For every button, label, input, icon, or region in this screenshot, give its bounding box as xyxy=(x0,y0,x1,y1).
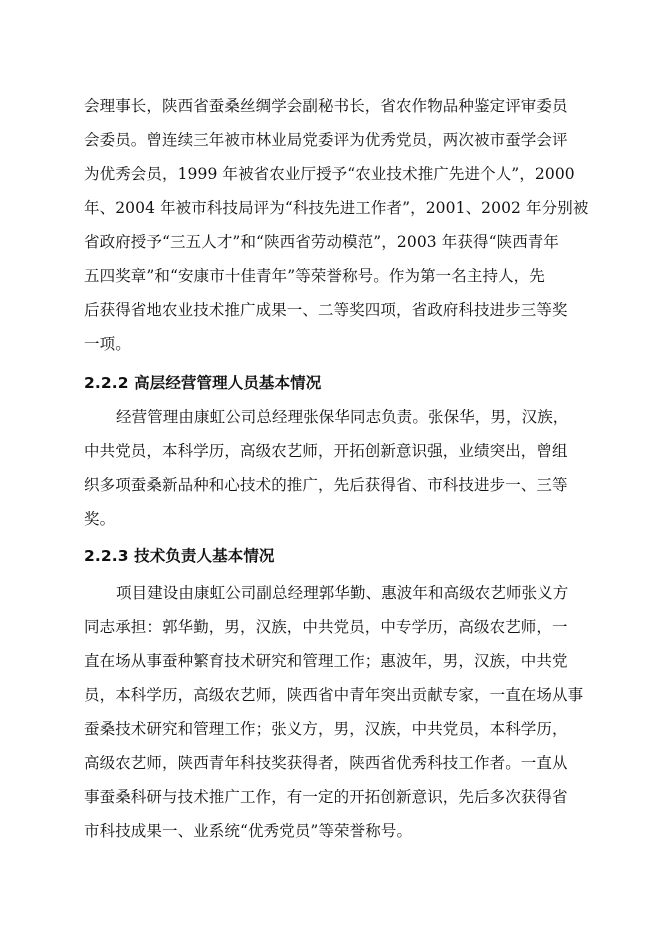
paragraph-line: 中共党员，本科学历，高级农艺师，开拓创新意识强，业绩突出，曾组 xyxy=(84,442,568,460)
paragraph-line: 会理事长，陕西省蚕桑丝绸学会副秘书长，省农作物品种鉴定评审委员 xyxy=(84,97,568,115)
paragraph-line: 五四奖章”和“安康市十佳青年”等荣誉称号。作为第一名主持人，先 xyxy=(84,267,545,285)
paragraph-line: 经营管理由康虹公司总经理张保华同志负责。张保华，男，汉族， xyxy=(116,408,569,426)
paragraph-line: 蚕桑技术研究和管理工作；张义方，男，汉族，中共党员，本科学历， xyxy=(84,720,568,738)
section-heading-2-2-3: 2.2.3 技术负责人基本情况 xyxy=(84,547,275,565)
paragraph-line: 直在场从事蚕种繁育技术研究和管理工作；惠波年，男，汉族，中共党 xyxy=(84,652,568,670)
paragraph-line: 项目建设由康虹公司副总经理郭华勤、惠波年和高级农艺师张义方 xyxy=(116,584,569,602)
paragraph-line: 奖。 xyxy=(84,510,116,528)
paragraph-line: 为优秀会员，1999 年被省农业厅授予“农业技术推广先进个人”，2000 xyxy=(84,165,575,183)
paragraph-line: 事蚕桑科研与技术推广工作，有一定的开拓创新意识，先后多次获得省 xyxy=(84,788,568,806)
paragraph-line: 高级农艺师，陕西青年科技奖获得者，陕西省优秀科技工作者。一直从 xyxy=(84,754,568,772)
paragraph-line: 省政府授予“三五人才”和“陕西省劳动模范”，2003 年获得“陕西青年 xyxy=(84,233,559,251)
paragraph-line: 一项。 xyxy=(84,335,131,353)
paragraph-line: 会委员。曾连续三年被市林业局党委评为优秀党员，两次被市蚕学会评 xyxy=(84,131,568,149)
paragraph-line: 员，本科学历，高级农艺师，陕西省中青年突出贡献专家，一直在场从事 xyxy=(84,686,584,704)
paragraph-line: 后获得省地农业技术推广成果一、二等奖四项，省政府科技进步三等奖 xyxy=(84,301,568,319)
paragraph-line: 同志承担：郭华勤，男，汉族，中共党员，中专学历，高级农艺师，一 xyxy=(84,618,568,636)
paragraph-line: 织多项蚕桑新品种和心技术的推广，先后获得省、市科技进步一、三等 xyxy=(84,476,568,494)
paragraph-line: 市科技成果一、业系统“优秀党员”等荣誉称号。 xyxy=(84,822,413,840)
section-heading-2-2-2: 2.2.2 高层经营管理人员基本情况 xyxy=(84,374,322,392)
paragraph-line: 年、2004 年被市科技局评为“科技先进工作者”，2001、2002 年分别被 xyxy=(84,199,589,217)
